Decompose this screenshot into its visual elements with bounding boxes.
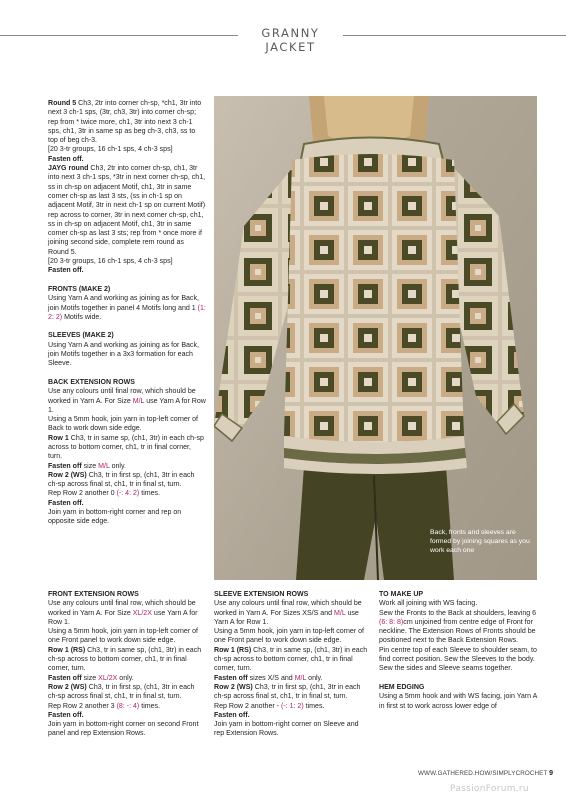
jacket-illustration [214,96,537,580]
hem-edging-paragraph: Using a 5mm hook and with WS facing, join Yarn A in first st to work across lower edge of [379,693,537,710]
sleeve-fasten-off: Fasten off. [214,711,250,719]
front-p2: Using a 5mm hook, join yarn in top-left corner of one Front panel to work down side edge. [48,628,199,645]
page-header [0,24,566,54]
front-extension-heading: FRONT EXTENSION ROWS [48,591,139,598]
jacket-photo [214,96,537,580]
page-number: 9 [549,770,554,777]
front-join: Join yarn in bottom-right corner on second Front panel and rep Extension Rows. [48,721,199,738]
column-1-lower [48,590,206,739]
back-p1: Use any colours until final row, which should be worked in Yarn A. For Size M/L use Yarn A for Row 1. [48,388,206,414]
page-footer [418,770,553,777]
back-rep: Rep Row 2 another 0 (-: 4: 2) times. [48,490,161,498]
sleeve-p2: Using a 5mm hook, join yarn in top-left corner of one Front panel to work down side edge. [214,628,365,645]
header-rule-right [343,35,566,36]
back-join: Join yarn in bottom-right corner and rep on opposite side edge. [48,509,182,526]
sleeve-row1: Row 1 (RS) Ch3, tr in same sp, (ch1, 3tr) in each ch-sp across to bottom corner, ch1, tr in final corner, turn. [214,646,368,673]
make-up-p2: Sew the Fronts to the Back at shoulders, leaving 6 (6: 8: 8)cm unjoined from centre edge of Front for neckline. The Extension Rows of Fronts should be positioned next to the Back Extension Rows. [379,609,537,645]
make-up-p3: Pin centre top of each Sleeve to shoulder seam, to find correct position. Sew the Sleeves to the body. [379,646,537,664]
sleeve-extension-heading: SLEEVE EXTENSION ROWS [214,591,309,598]
back-fasten: Fasten off size M/L only. [48,462,126,470]
fronts-heading: FRONTS (MAKE 2) [48,285,111,293]
fasten-off-2: Fasten off. [48,267,84,275]
round5-count: [20 3-tr groups, 16 ch-1 sps, 4 ch-3 sps] [48,146,173,154]
back-extension-heading: BACK EXTENSION ROWS [48,378,135,386]
sleeves-heading: SLEEVES (MAKE 2) [48,332,114,340]
hem-edging-heading: HEM EDGING [379,683,425,691]
fronts-paragraph: Using Yarn A and working as joining as for Back, join Motifs together in panel 4 Motifs long and 1 (1: 2: 2) Motifs wide. [48,295,206,321]
back-row2: Row 2 (WS) Ch3, tr in first sp, (ch1, 3tr in each ch-sp across final st, ch1, tr in final st, turn. [48,471,195,489]
back-row1: Row 1 Ch3, tr in same sp, (ch1, 3tr) in each ch-sp across to bottom corner, ch1, tr in final corner, turn. [48,434,204,461]
sleeve-rep: Rep Row 2 another - (-: 1: 2) times. [214,702,325,710]
column-3 [379,590,537,711]
front-row2: Row 2 (WS) Ch3, tr in first sp, (ch1, 3tr in each ch-sp across final st, ch1, tr in final st, turn. [48,683,195,701]
back-p2: Using a 5mm hook, join yarn in top-left corner of Back to work down side edge. [48,416,199,433]
sleeve-fasten: Fasten off sizes X/S and M/L only. [214,674,323,682]
sleeve-p1: Use any colours until final row, which should be worked in Yarn A. For Sizes XS/S and M/L use Yarn A for Row 1. [214,600,362,626]
back-fasten-off: Fasten off. [48,499,84,507]
round5-paragraph: Round 5 Ch3, 2tr into corner ch-sp, *ch1, 3tr into next 3 ch-1 sps, (3tr, ch3, 3tr) into corner ch-sp; rep from * twice more, ch1, 3tr into next 3 ch-1 sps, ch1, 3tr in same sp as beg ch-3, ch3, ss to top of beg ch-3. [48,100,202,145]
footer-url: WWW.GATHERED.HOW/SIMPLYCROCHET [418,770,548,777]
make-up-p1: Work all joining with WS facing. [379,600,478,608]
make-up-p4: Sew the sides and Sleeve seams together. [379,665,513,673]
sleeve-row2: Row 2 (WS) Ch3, tr in first sp, (ch1, 3tr in each ch-sp across final st, ch1, tr in final st, turn. [214,683,361,701]
sleeves-paragraph: Using Yarn A and working as joining as for Back, join Motifs together in a 3x3 formation for each Sleeve. [48,341,199,368]
front-fasten-off: Fasten off. [48,711,84,719]
front-row1: Row 1 (RS) Ch3, tr in same sp, (ch1, 3tr) in each ch-sp across to bottom corner, ch1, tr in final corner, turn. [48,646,202,673]
make-up-heading: TO MAKE UP [379,591,424,598]
photo-caption: Back, fronts and sleeves are formed by joining squares as you work each one [430,529,530,554]
watermark: PassionForum.ru [450,784,529,794]
page-title: GRANNY JACKET [261,26,320,54]
fasten-off-1: Fasten off. [48,155,84,163]
front-rep: Rep Row 2 another 3 (8: -: 4) times. [48,702,161,710]
jayg-count: [20 3-tr groups, 16 ch-1 sps, 4 ch-3 sps] [48,258,173,266]
front-fasten: Fasten off size XL/2X only. [48,674,134,682]
sleeve-join: Join yarn in bottom-right corner on Sleeve and rep Extension Rows. [214,721,359,738]
column-1 [48,99,206,527]
header-rule-left [0,35,238,36]
front-p1: Use any colours until final row, which should be worked in Yarn A. For Size XL/2X use Yarn A for Row 1. [48,600,198,626]
jayg-paragraph: JAYG round Ch3, 2tr into corner ch-sp, ch1, 3tr into next 3 ch-1 sps, *3tr in next corner ch-sp, ch1, ss in ch-sp on adjacent Motif, ch1, 3tr in same corner ch-sp as last 3 sts, (ss in ch-1 sp on adjacent Motif, 3tr in next ch-1 sp on current Motif) rep across to corner, 3tr in next corner ch-sp, ch1, ss in ch-sp on adjacent Motif, ch1, 3tr in same corner ch-sp as last 3 sts; rep from * once more if joining second side, complete rem round as Round 5. [48,165,206,256]
column-2 [214,590,370,739]
